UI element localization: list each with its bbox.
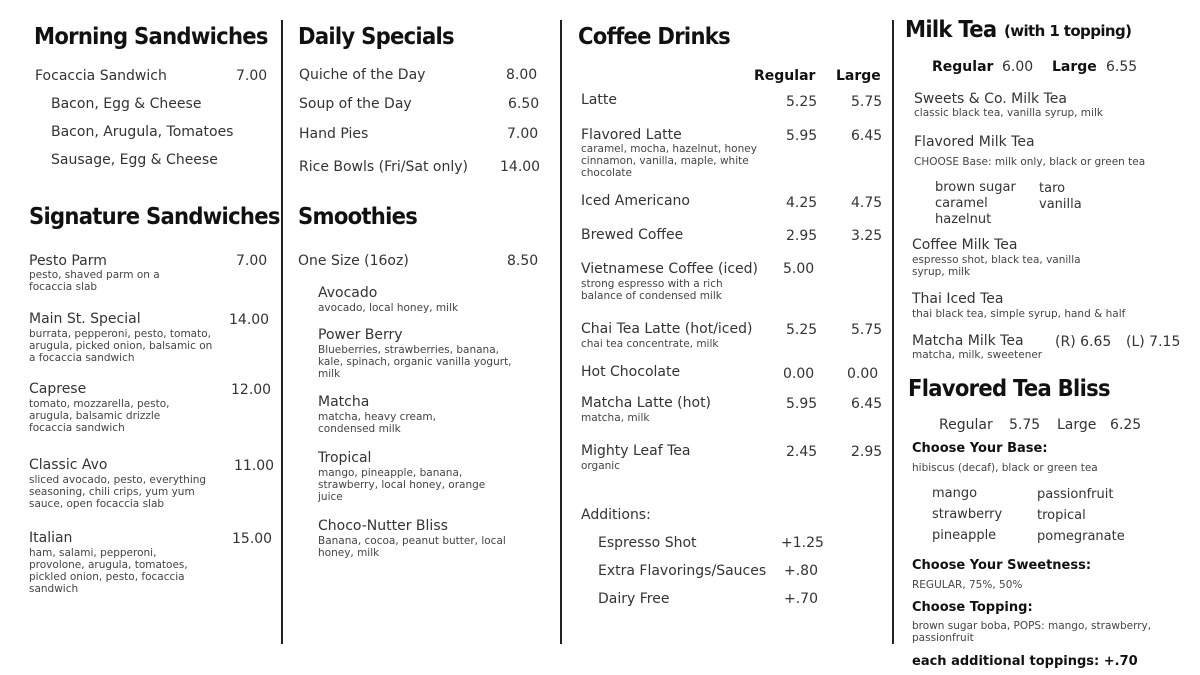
- price-large: 4.75: [851, 195, 883, 211]
- menu-item-description: ham, salami, pepperoni, provolone, arugula, tomatoes, pickled onion, pesto, focaccia sandwich: [29, 547, 188, 595]
- menu-item-description: caramel, mocha, hazelnut, honey cinnamon, vanilla, maple, white chocolate: [581, 143, 757, 179]
- menu-item-name: Brewed Coffee: [581, 227, 684, 243]
- flavored-tea-bliss-title: Flavored Tea Bliss: [908, 376, 1110, 402]
- menu-item-name: Coffee Milk Tea: [912, 237, 1018, 253]
- choose-base-label: Choose Your Base:: [912, 441, 1048, 456]
- menu-item-name: Tropical: [318, 450, 372, 466]
- menu-item-description: matcha, milk: [581, 412, 650, 424]
- menu-item-name: Hot Chocolate: [581, 364, 681, 380]
- flavor-option: passionfruit: [1037, 487, 1114, 502]
- menu-item-description: matcha, heavy cream, condensed milk: [318, 411, 436, 435]
- menu-item-name: Vietnamese Coffee (iced): [581, 261, 758, 277]
- column-divider: [281, 20, 283, 644]
- menu-item-name: Hand Pies: [299, 126, 369, 142]
- column-header-regular: Regular: [754, 68, 816, 84]
- price-regular: 5.25: [786, 94, 818, 110]
- menu-item-description: burrata, pepperoni, pesto, tomato, arugula, picked onion, balsamic on a focaccia sandwich: [29, 328, 213, 364]
- price-large: 6.45: [851, 128, 883, 144]
- menu-item-description: mango, pineapple, banana, strawberry, local honey, orange juice: [318, 467, 486, 503]
- flavor-option: brown sugar: [935, 180, 1016, 195]
- choose-topping-label: Choose Topping:: [912, 600, 1033, 615]
- menu-item-name: Quiche of the Day: [299, 67, 426, 83]
- menu-item-description: chai tea concentrate, milk: [581, 338, 719, 350]
- menu-item-name: Iced Americano: [581, 193, 690, 209]
- menu-item-price: 6.50: [508, 96, 540, 112]
- menu-item-name: Choco-Nutter Bliss: [318, 518, 448, 534]
- menu-item-name: Matcha: [318, 394, 370, 410]
- price-large: (L) 7.15: [1126, 334, 1181, 350]
- menu-item-name: Rice Bowls (Fri/Sat only): [299, 159, 468, 175]
- additions-label: Additions:: [581, 507, 651, 523]
- menu-item-price: 12.00: [231, 382, 272, 398]
- price-regular: 0.00: [783, 366, 815, 382]
- price-large: 6.45: [851, 396, 883, 412]
- menu-option: Sausage, Egg & Cheese: [51, 152, 218, 168]
- column-divider: [892, 20, 894, 644]
- menu-item-price: 7.00: [507, 126, 539, 142]
- menu-item-price: 15.00: [232, 531, 273, 547]
- size-label-regular: Regular: [939, 417, 993, 433]
- menu-item-name: Sweets & Co. Milk Tea: [914, 91, 1067, 107]
- flavor-option: tropical: [1037, 508, 1086, 523]
- addition-price: +.80: [784, 563, 818, 579]
- price-regular: 5.00: [783, 261, 815, 277]
- menu-item-description: organic: [581, 460, 621, 472]
- price-large: 5.75: [851, 322, 883, 338]
- menu-item-price: 7.00: [236, 68, 268, 84]
- price-regular: (R) 6.65: [1055, 334, 1112, 350]
- menu-item-name: Flavored Latte: [581, 127, 682, 143]
- menu-item-description: Blueberries, strawberries, banana, kale, spinach, organic vanilla yogurt, milk: [318, 344, 512, 380]
- menu-item-name: Pesto Parm: [29, 253, 107, 269]
- choose-sweetness-desc: REGULAR, 75%, 50%: [912, 579, 1023, 591]
- menu-item-name: Chai Tea Latte (hot/iced): [581, 321, 753, 337]
- menu-item-name: Power Berry: [318, 327, 403, 343]
- menu-item-name: Matcha Milk Tea: [912, 333, 1024, 349]
- size-price-large: 6.55: [1106, 59, 1138, 75]
- price-regular: 5.25: [786, 322, 818, 338]
- price-large: 2.95: [851, 444, 883, 460]
- menu-item-name: Thai Iced Tea: [912, 291, 1004, 307]
- size-label-large: Large: [1057, 417, 1097, 433]
- menu-item-name: Flavored Milk Tea: [914, 134, 1035, 150]
- signature-sandwiches-title: Signature Sandwiches: [29, 204, 280, 230]
- menu-option: Bacon, Egg & Cheese: [51, 96, 202, 112]
- addition-name: Dairy Free: [598, 591, 670, 607]
- menu-item-name: Mighty Leaf Tea: [581, 443, 691, 459]
- price-regular: 2.45: [786, 444, 818, 460]
- menu-item-description: tomato, mozzarella, pesto, arugula, balsamic drizzle focaccia sandwich: [29, 398, 170, 434]
- menu-item-name: Main St. Special: [29, 311, 141, 327]
- menu-item-name: Focaccia Sandwich: [35, 68, 167, 84]
- choose-base-desc: hibiscus (decaf), black or green tea: [912, 462, 1098, 474]
- size-price-regular: 5.75: [1009, 417, 1041, 433]
- price-large: 5.75: [851, 94, 883, 110]
- milk-tea-subtitle: (with 1 topping): [1004, 22, 1132, 40]
- menu-item-name: Matcha Latte (hot): [581, 395, 712, 411]
- smoothies-title: Smoothies: [298, 204, 418, 230]
- addition-name: Extra Flavorings/Sauces: [598, 563, 767, 579]
- flavor-option: pineapple: [932, 528, 997, 543]
- menu-item-description: CHOOSE Base: milk only, black or green tea: [914, 156, 1146, 168]
- milk-tea-title: Milk Tea: [905, 17, 997, 43]
- coffee-drinks-title: Coffee Drinks: [578, 24, 730, 50]
- price-regular: 2.95: [786, 228, 818, 244]
- menu-item-description: avocado, local honey, milk: [318, 302, 459, 314]
- price-regular: 5.95: [786, 396, 818, 412]
- flavor-option: caramel: [935, 196, 988, 211]
- price-large: 3.25: [851, 228, 883, 244]
- smoothie-size: One Size (16oz): [298, 253, 409, 269]
- menu-item-description: Banana, cocoa, peanut butter, local honey, milk: [318, 535, 506, 559]
- menu-item-description: classic black tea, vanilla syrup, milk: [914, 107, 1103, 119]
- price-regular: 4.25: [786, 195, 818, 211]
- menu-item-description: espresso shot, black tea, vanilla syrup, milk: [912, 254, 1081, 278]
- price-regular: 5.95: [786, 128, 818, 144]
- flavor-option: vanilla: [1039, 197, 1082, 212]
- column-header-large: Large: [836, 68, 881, 84]
- menu-item-description: strong espresso with a rich balance of condensed milk: [581, 278, 723, 302]
- menu-item-name: Soup of the Day: [299, 96, 412, 112]
- choose-sweetness-label: Choose Your Sweetness:: [912, 558, 1092, 573]
- menu-item-name: Avocado: [318, 285, 378, 301]
- menu-item-price: 14.00: [500, 159, 541, 175]
- flavor-option: taro: [1039, 181, 1066, 196]
- flavor-option: hazelnut: [935, 212, 992, 227]
- column-divider: [560, 20, 562, 644]
- menu-item-name: Latte: [581, 92, 617, 108]
- size-price-large: 6.25: [1110, 417, 1142, 433]
- menu-item-name: Caprese: [29, 381, 87, 397]
- menu-item-name: Italian: [29, 530, 73, 546]
- daily-specials-title: Daily Specials: [298, 24, 454, 50]
- addition-price: +1.25: [781, 535, 824, 551]
- choose-topping-desc: brown sugar boba, POPS: mango, strawberry, passionfruit: [912, 620, 1152, 644]
- flavor-option: mango: [932, 486, 978, 501]
- menu-item-description: thai black tea, simple syrup, hand & half: [912, 308, 1126, 320]
- flavor-option: strawberry: [932, 507, 1003, 522]
- menu-item-description: pesto, shaved parm on a focaccia slab: [29, 269, 160, 293]
- additional-toppings-note: each additional toppings: +.70: [912, 654, 1138, 669]
- size-label-large: Large: [1052, 59, 1097, 75]
- size-label-regular: Regular: [932, 59, 994, 75]
- morning-sandwiches-title: Morning Sandwiches: [34, 24, 268, 50]
- flavor-option: pomegranate: [1037, 529, 1125, 544]
- price-large: 0.00: [847, 366, 879, 382]
- menu-item-description: sliced avocado, pesto, everything seasoning, chili crips, yum yum sauce, open focaccia slab: [29, 474, 207, 510]
- menu-item-price: 7.00: [236, 253, 268, 269]
- menu-item-price: 14.00: [229, 312, 270, 328]
- menu-option: Bacon, Arugula, Tomatoes: [51, 124, 234, 140]
- addition-price: +.70: [784, 591, 818, 607]
- smoothie-price: 8.50: [507, 253, 539, 269]
- menu-item-name: Classic Avo: [29, 457, 108, 473]
- addition-name: Espresso Shot: [598, 535, 697, 551]
- menu-item-price: 11.00: [234, 458, 275, 474]
- menu-item-description: matcha, milk, sweetener: [912, 349, 1043, 361]
- size-price-regular: 6.00: [1002, 59, 1034, 75]
- menu-item-price: 8.00: [506, 67, 538, 83]
